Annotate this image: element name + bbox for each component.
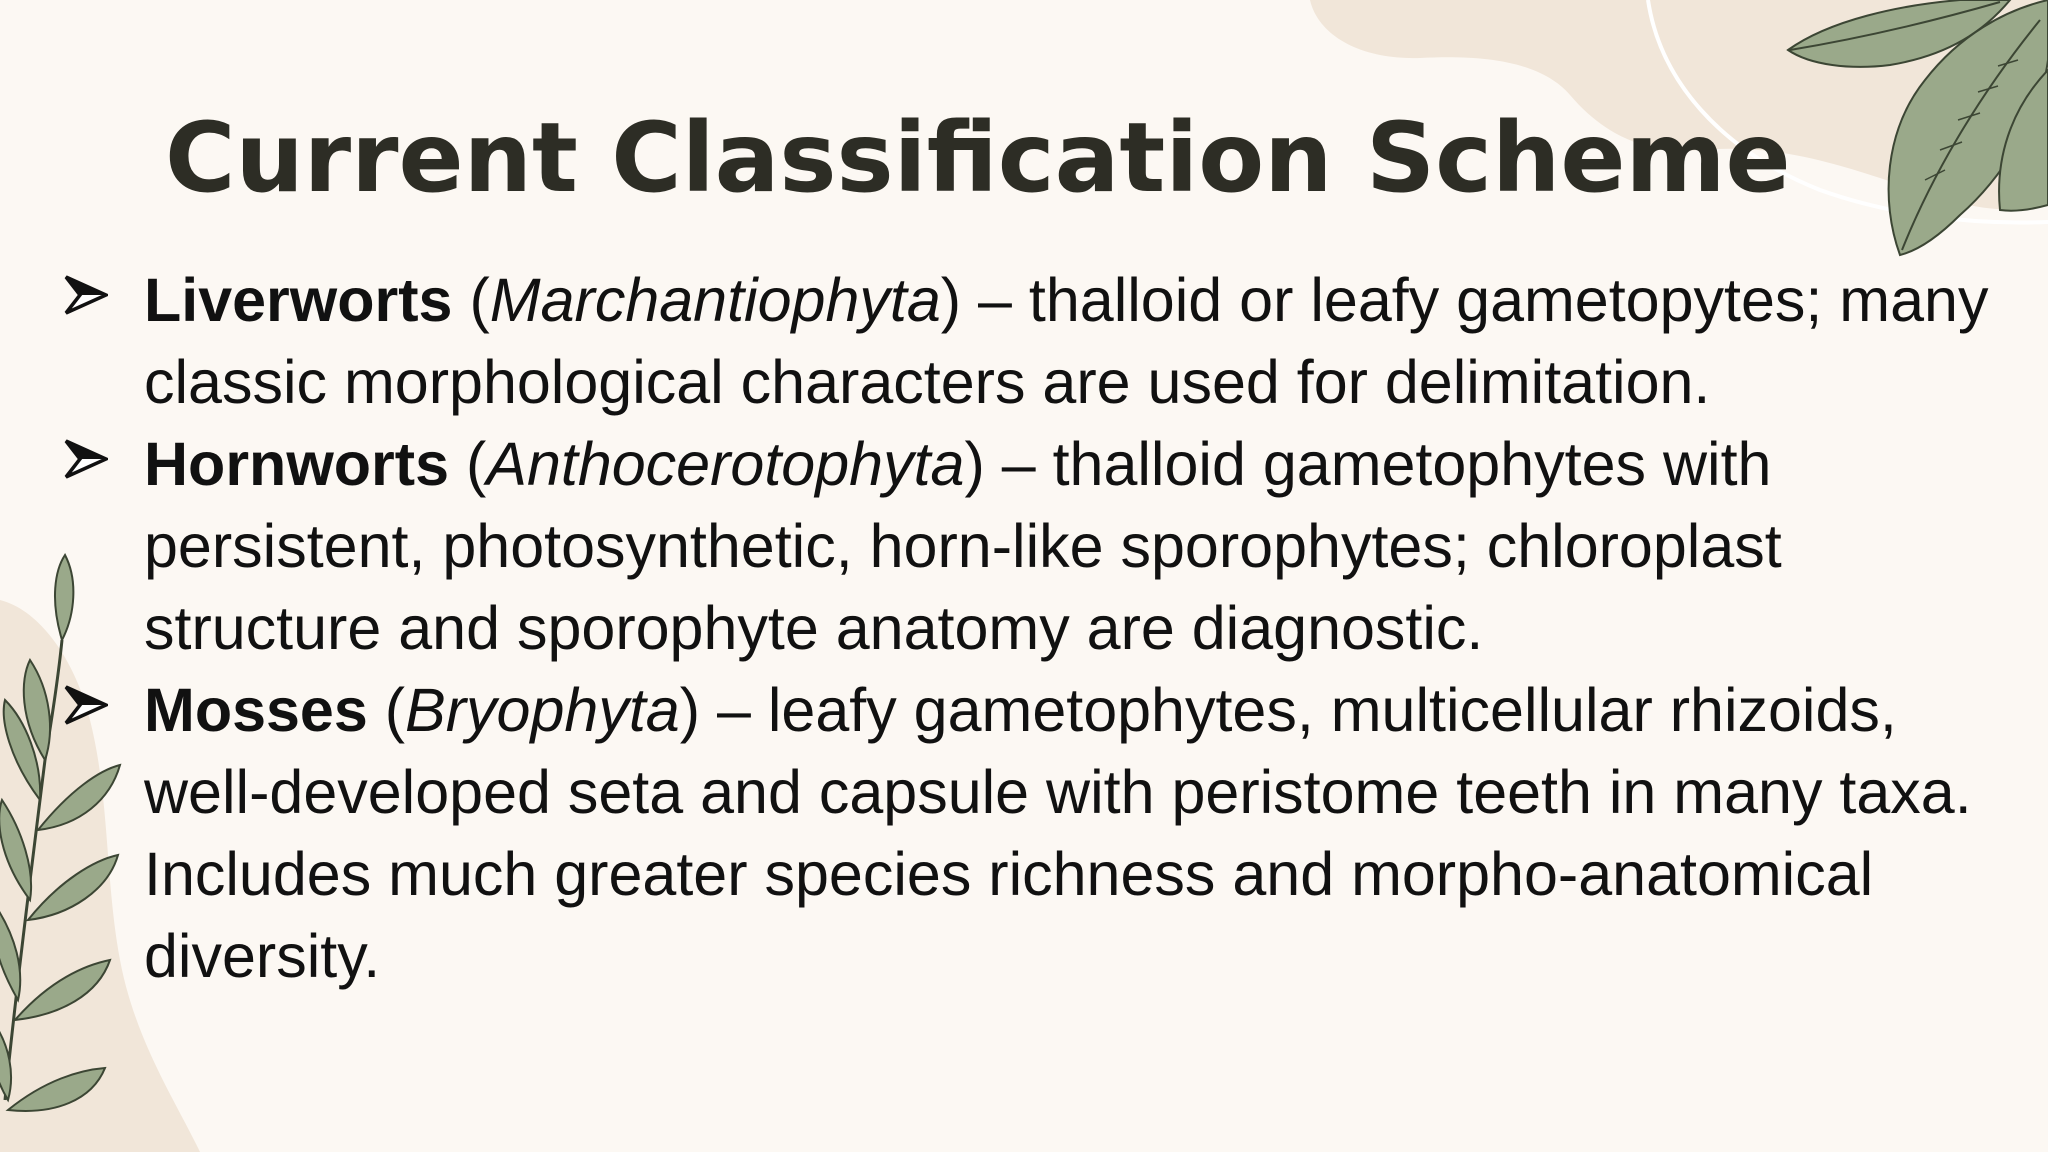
latin-close-paren: ): [940, 266, 962, 334]
term-description: – leafy gametophytes, multicellular rhizoids, well-developed seta and capsule with peristome teeth in many taxa. Includes much greater species richness and morpho-anatomical diversity.: [144, 676, 1972, 990]
bullet-list: [64, 259, 2004, 997]
arrowhead-bullet-icon: [64, 683, 108, 727]
latin-open-paren: (: [449, 430, 487, 498]
latin-name: Bryophyta: [405, 676, 680, 744]
latin-open-paren: (: [452, 266, 490, 334]
term-description: – thalloid or leafy gametopytes; many classic morphological characters are used for delimitation.: [144, 266, 1989, 416]
term-label: Liverworts: [144, 266, 453, 334]
term-label: Mosses: [144, 676, 368, 744]
list-item-mosses: [64, 669, 2004, 997]
latin-open-paren: (: [367, 676, 406, 744]
list-item-hornworts: [64, 423, 2004, 669]
arrowhead-bullet-icon: [64, 273, 108, 317]
term-description: – thalloid gametophytes with persistent, photosynthetic, horn-like sporophytes; chloroplast structure and sporophyte anatomy are diagnostic.: [144, 430, 1782, 662]
slide-title: Current Classification Scheme: [165, 102, 1791, 214]
arrowhead-bullet-icon: [64, 437, 108, 481]
list-item-liverworts: [64, 259, 2004, 423]
latin-close-paren: ): [679, 676, 701, 744]
latin-close-paren: ): [964, 430, 985, 498]
latin-name: Anthocerotophyta: [486, 430, 965, 498]
latin-name: Marchantiophyta: [489, 266, 941, 334]
term-label: Hornworts: [144, 430, 449, 498]
